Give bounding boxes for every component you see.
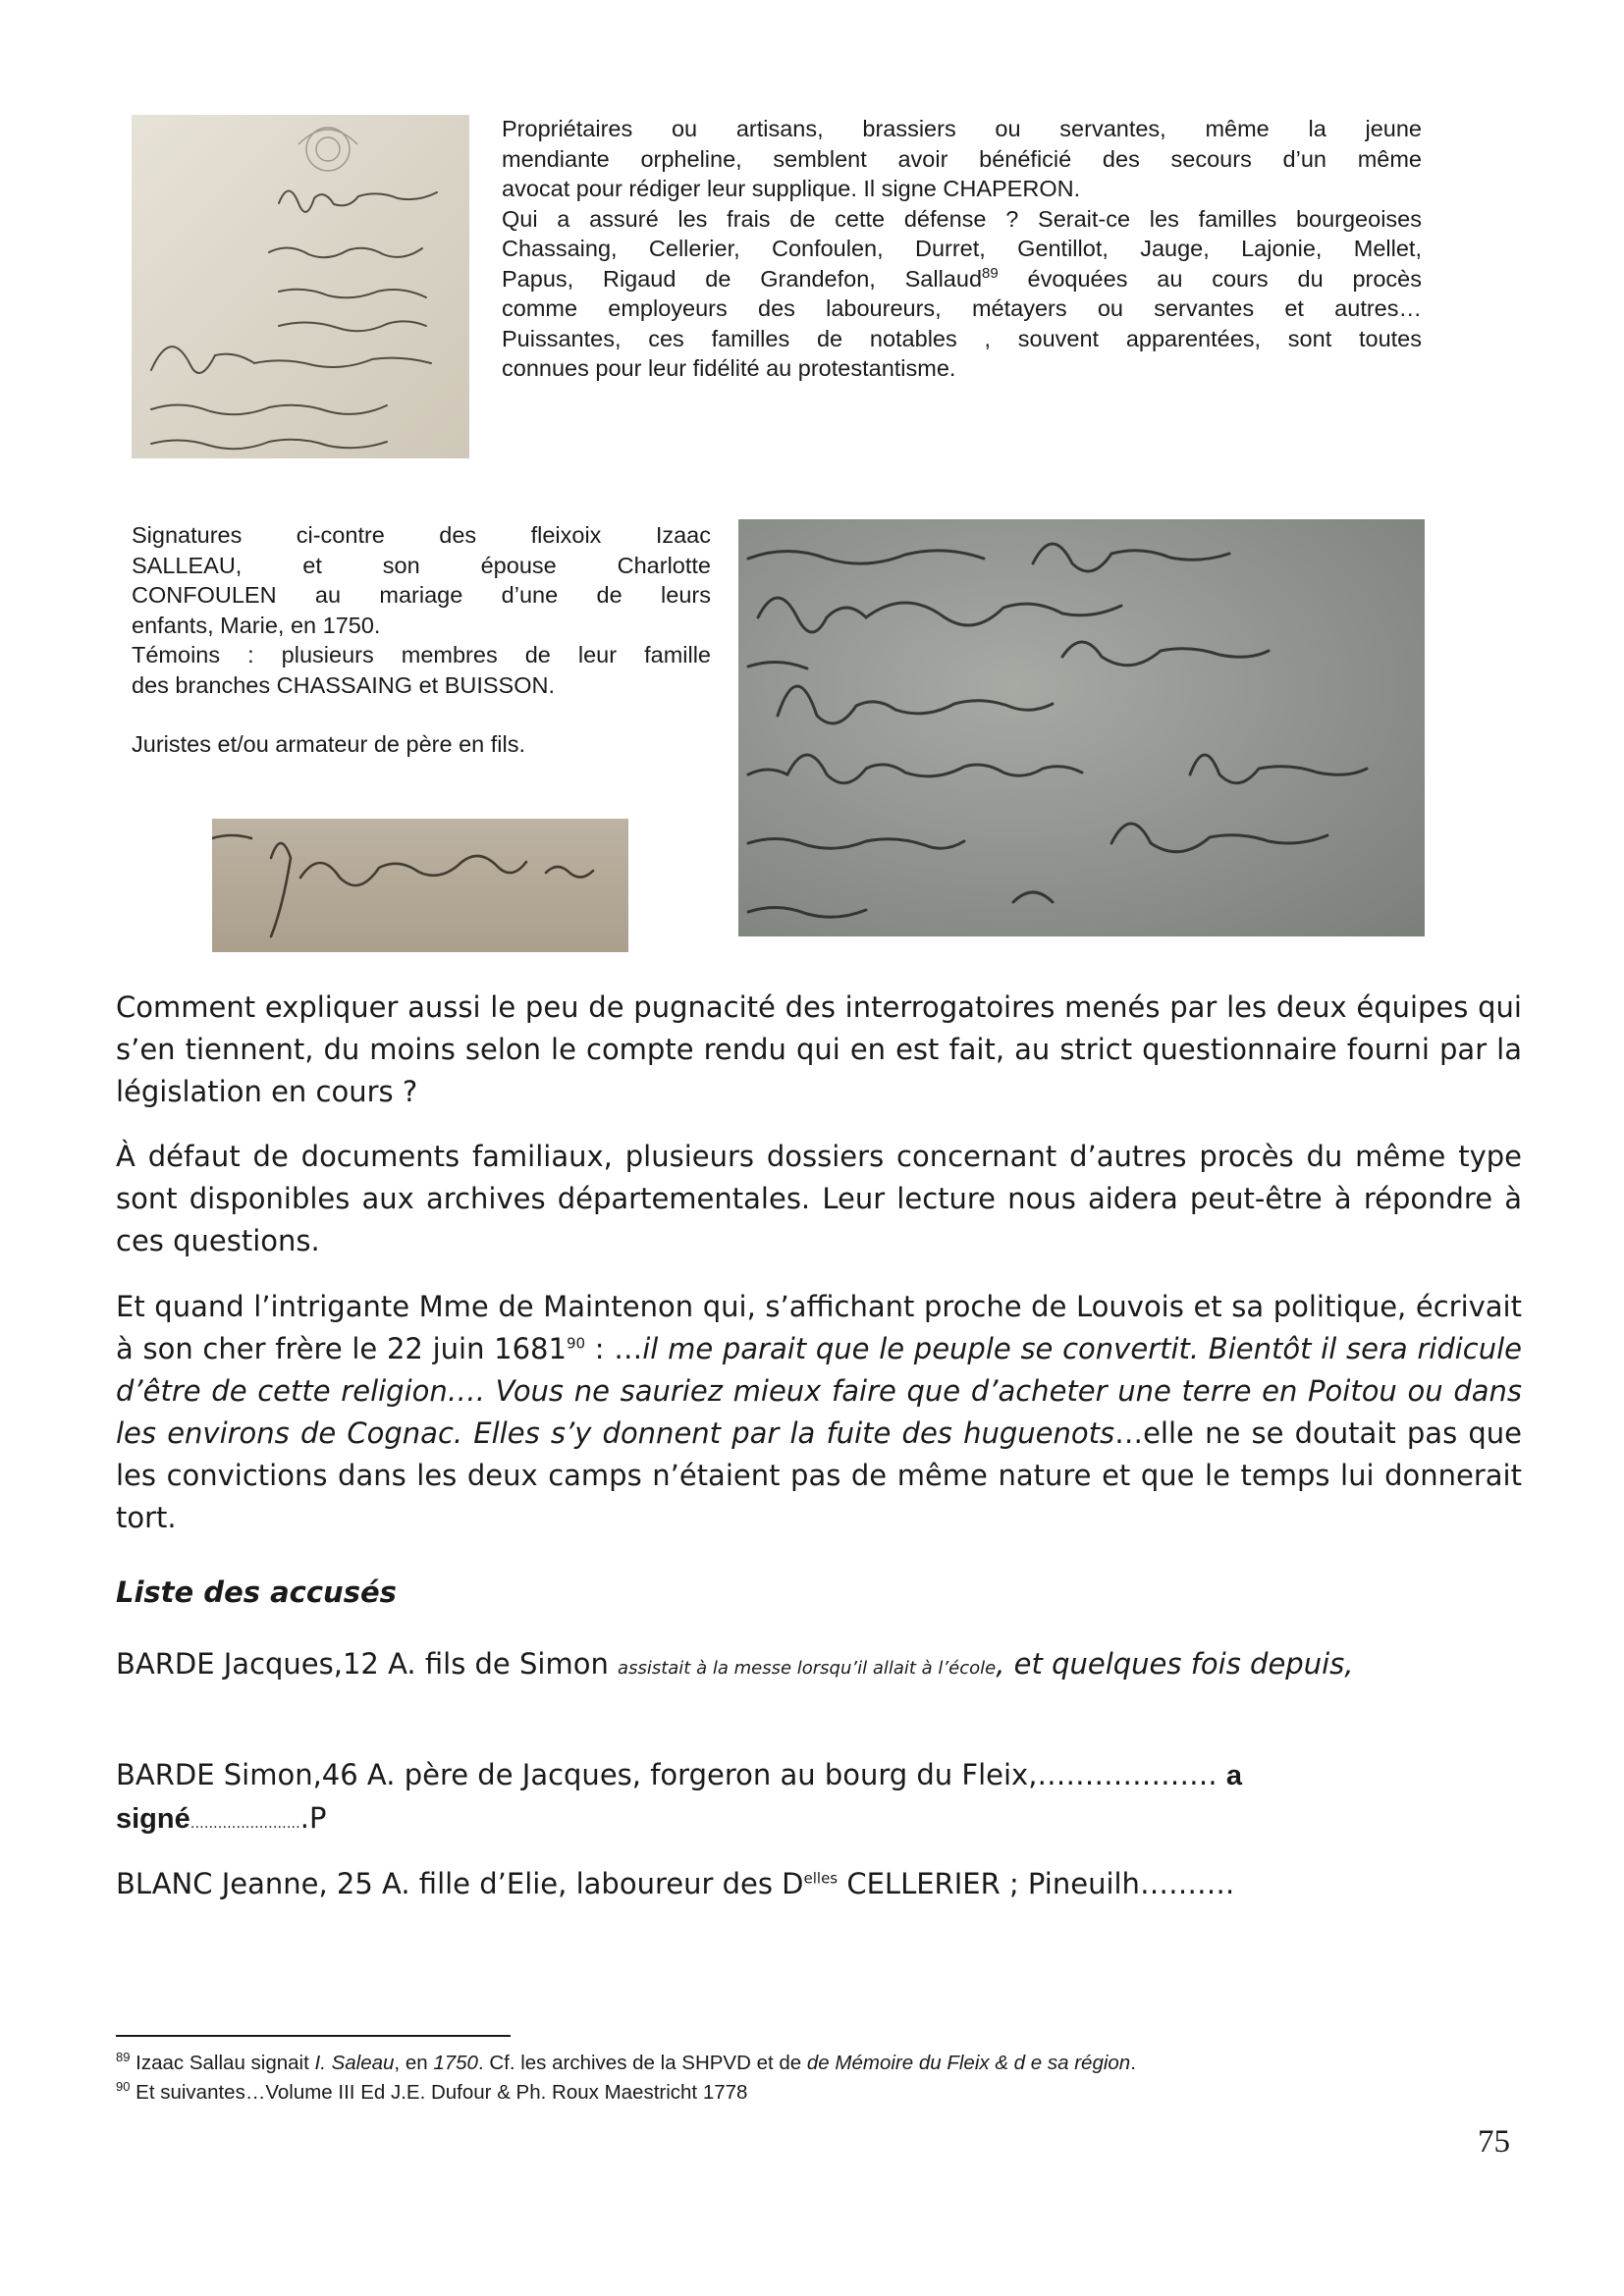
manuscript-photo	[132, 115, 469, 458]
paragraph-maintenon	[116, 1286, 1522, 1539]
block1-line-1: Propriétaires ou artisans, brassiers ou servantes, même la jeune	[502, 116, 1422, 141]
entry2-dots: ……………………	[189, 1816, 300, 1832]
block1-line-3: avocat pour rédiger leur supplique. Il signe CHAPERON.	[502, 176, 1081, 201]
maintenon-text-c: …elle ne se doutait pas que les convictions dans les deux camps n’étaient pas de même nature et que le temps lui donnerait tort.	[116, 1416, 1522, 1534]
block1-line-7: comme employeurs des laboureurs, métayers ou servantes et autres…	[502, 295, 1422, 321]
block1-line-6-text: Papus, Rigaud de Grandefon, Sallaud	[502, 265, 983, 292]
entry-blanc-jeanne	[116, 1863, 1522, 1905]
entry1-end: ,	[1344, 1647, 1354, 1681]
entry2-end: .P	[299, 1801, 327, 1835]
paragraph-documents: À défaut de documents familiaux, plusieurs dossiers concernant d’autres procès du même type sont disponibles aux archives départementales. Leur lecture nous aidera peut-être à répondre à ces questions.	[116, 1140, 1522, 1257]
block2-line-6: des branches CHASSAING et BUISSON.	[132, 671, 555, 698]
entry2-bold: a signé	[116, 1760, 1242, 1835]
entry1-main: BARDE Jacques,12 A. fils de Simon	[116, 1647, 609, 1681]
maintenon-text-b: : …	[585, 1332, 643, 1365]
fn90-num: 90	[116, 2079, 131, 2095]
block1-line-8: Puissantes, ces familles de notables , souvent apparentées, sont toutes	[502, 325, 1422, 351]
footnote-89	[116, 2050, 1136, 2077]
entry-barde-simon	[116, 1754, 1343, 1845]
fn89-c: , en	[394, 2052, 434, 2074]
fn89-a: Izaac Sallau signait	[130, 2052, 315, 2074]
block1-line-5: Chassaing, Cellerier, Confoulen, Durret, Gentillot, Jauge, Lajonie, Mellet,	[502, 236, 1422, 261]
intro-paragraph	[502, 114, 1422, 384]
block1-line-9: connues pour leur fidélité au protestantisme.	[502, 355, 956, 381]
entry2-main: BARDE Simon,46 A. père de Jacques, forgeron au bourg du Fleix,……………….	[116, 1758, 1226, 1791]
block2-line-3: CONFOULEN au mariage d’une de leurs	[132, 582, 711, 608]
maintenon-text-a: Et quand l’intrigante Mme de Maintenon qui, s’affichant proche de Louvois et sa politique, écrivait à son cher frère le 22 juin 1681	[116, 1290, 1522, 1365]
block2-line-4: enfants, Marie, en 1750.	[132, 612, 381, 638]
block1-line-2: mendiante orpheline, semblent avoir bénéficié des secours d’un même	[502, 145, 1422, 172]
block1-line-6-tail: évoquées au cours du procès	[1027, 265, 1422, 292]
maintenon-quote: il me parait que le peuple se convertit. Bientôt il sera ridicule d’être de cette religion…. Vous ne sauriez mieux faire que d’acheter une terre en Poitou ou dans les environs de Cognac. Elles s’y donnent par la fuite des huguenots	[116, 1332, 1523, 1450]
fn89-e: . Cf. les archives de la SHPVD et de	[477, 2052, 807, 2074]
block2-line-1: Signatures ci-contre des fleixoix Izaac	[132, 522, 711, 548]
entry1-tail: , et quelques fois depuis	[996, 1647, 1345, 1681]
footnote-90	[116, 2079, 747, 2107]
entry3-b: CELLERIER ; Pineuilh……….	[838, 1867, 1235, 1900]
list-title: Liste des accusés	[116, 1575, 397, 1609]
entry3-sup: elles	[803, 1869, 839, 1888]
block1-line-4: Qui a assuré les frais de cette défense ? Serait-ce les familles bourgeoises	[502, 205, 1422, 232]
signatures-caption	[132, 520, 711, 760]
block2-line-2: SALLEAU, et son épouse Charlotte	[132, 552, 711, 578]
entry3-a: BLANC Jeanne, 25 A. fille d’Elie, laboureur des D	[116, 1867, 804, 1900]
block2-line-5: Témoins : plusieurs membres de leur famille	[132, 642, 711, 667]
entry1-small: assistait à la messe lorsqu’il allait à l’école	[618, 1658, 997, 1679]
footnote-ref-90: 90	[566, 1334, 586, 1353]
page-number: 75	[1478, 2124, 1510, 2160]
fn89-b: I. Saleau	[314, 2052, 395, 2074]
saleau-signature-photo	[212, 819, 628, 952]
block2-note: Juristes et/ou armateur de père en fils.	[132, 731, 526, 757]
fn89-d: 1750	[433, 2052, 478, 2074]
signatures-photo	[738, 519, 1425, 936]
fn90-text: Et suivantes…Volume III Ed J.E. Dufour & Ph. Roux Maestricht 1778	[130, 2081, 748, 2104]
block1-line-6	[502, 264, 1422, 294]
entry-barde-jacques	[116, 1643, 1522, 1689]
paragraph-pugnacite: Comment expliquer aussi le peu de pugnacité des interrogatoires menés par les deux équipes qui s’en tiennent, du moins selon le compte rendu qui en est fait, au strict questionnaire fourni par la législation en cours ?	[116, 990, 1522, 1108]
footnote-ref-89: 89	[982, 264, 999, 282]
footnote-separator	[116, 2035, 511, 2037]
fn89-f: de Mémoire du Fleix & d e sa région	[806, 2052, 1131, 2074]
fn89-g: .	[1130, 2052, 1136, 2074]
fn89-num: 89	[116, 2050, 131, 2065]
